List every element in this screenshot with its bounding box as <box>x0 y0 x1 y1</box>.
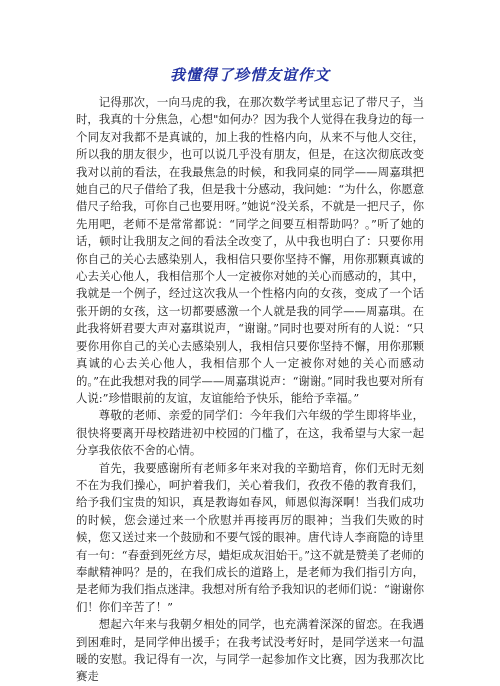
paragraph: 想起六年来与我朝夕相处的同学，也充满着深深的留恋。在我遇到困难时，是同学伸出援手；在我考试没考好时，是同学送来一句温暖的安慰。我记得有一次，与同学一起参加作文比赛，因为我那次比赛走 <box>76 617 424 684</box>
document-body <box>76 94 424 686</box>
paragraph: 记得那次，一向马虎的我，在那次数学考试里忘记了带尺子，当时，我真的十分焦急，心想"如何办？因为我个人觉得在我身边的每一个同友对我都不是真诚的，加上我的性格内向，从来不与他人交往，所以我的朋友很少，也可以说几乎没有朋友，但是，在这次彻底改变我对以前的看法，在我最焦急的时候，和我同桌的同学——周嘉琪把她自己的尺子借给了我，但是我十分感动，我问她：“为什么，你愿意借尺子给我，可你自己也要用呀。”她说“没关系，不就是一把尺子，你先用吧，老师不是常常都说：“同学之间要互相帮助吗？。”听了她的话，顿时让我朋友之间的看法全改变了，从中我也明白了：只要你用你自己的关心去感染别人，我相信只要你坚持不懈，用你那颗真诚的心去关心他人，我相信那个人一定被你对她的关心而感动的，其中，我就是一个例子，经过这次我从一个性格内向的女孩，变成了一个话张开朗的女孩，这一切都要感激一个人就是我的同学——周嘉琪。在此我将妍君要大声对嘉琪说声，“谢谢。”同时也要对所有的人说：“只要你用你自己的关心去感染别人，我相信只要你坚持不懈，用你那颗真诚的心去关心他人，我相信那个人一定被你对她的关心而感动的。”在此我想对我的同学——周嘉琪说声：“谢谢。”同时我也要对所有人说:”珍惜眼前的友谊，友谊能给予快乐，能给予幸福。” <box>76 95 424 405</box>
document-title: 我懂得了珍惜友谊作文 <box>169 66 330 84</box>
paragraph: 首先，我要感谢所有老师多年来对我的辛勤培育，你们无时无刻不在为我们操心，呵护着我们，关心着我们，孜孜不倦的教育我们，给予我们宝贵的知识，真是教诲如春风，师恩似海深啊！当我们成功的时候，您会递过来一个欣慰并再接再厉的眼神；当我们失败的时候，您又送过来一个鼓励和不要气馁的眼神。唐代诗人李商隐的诗里有一句：“春蚕到死丝方尽，蜡炬成灰泪始干。”这不就是赞美了老师的奉献精神吗？是的，在我们成长的道路上，是老师为我们指引方向，是老师为我们指点迷津。我想对所有给予我知识的老师们说：“谢谢你们！你们辛苦了！” <box>76 460 424 614</box>
paragraph: 尊敬的老师、亲爱的同学们：今年我们六年级的学生即将毕业，很快将要离开母校踏进初中校园的门槛了，在这，我希望与大家一起分享我依依不舍的心情。 <box>76 408 424 458</box>
